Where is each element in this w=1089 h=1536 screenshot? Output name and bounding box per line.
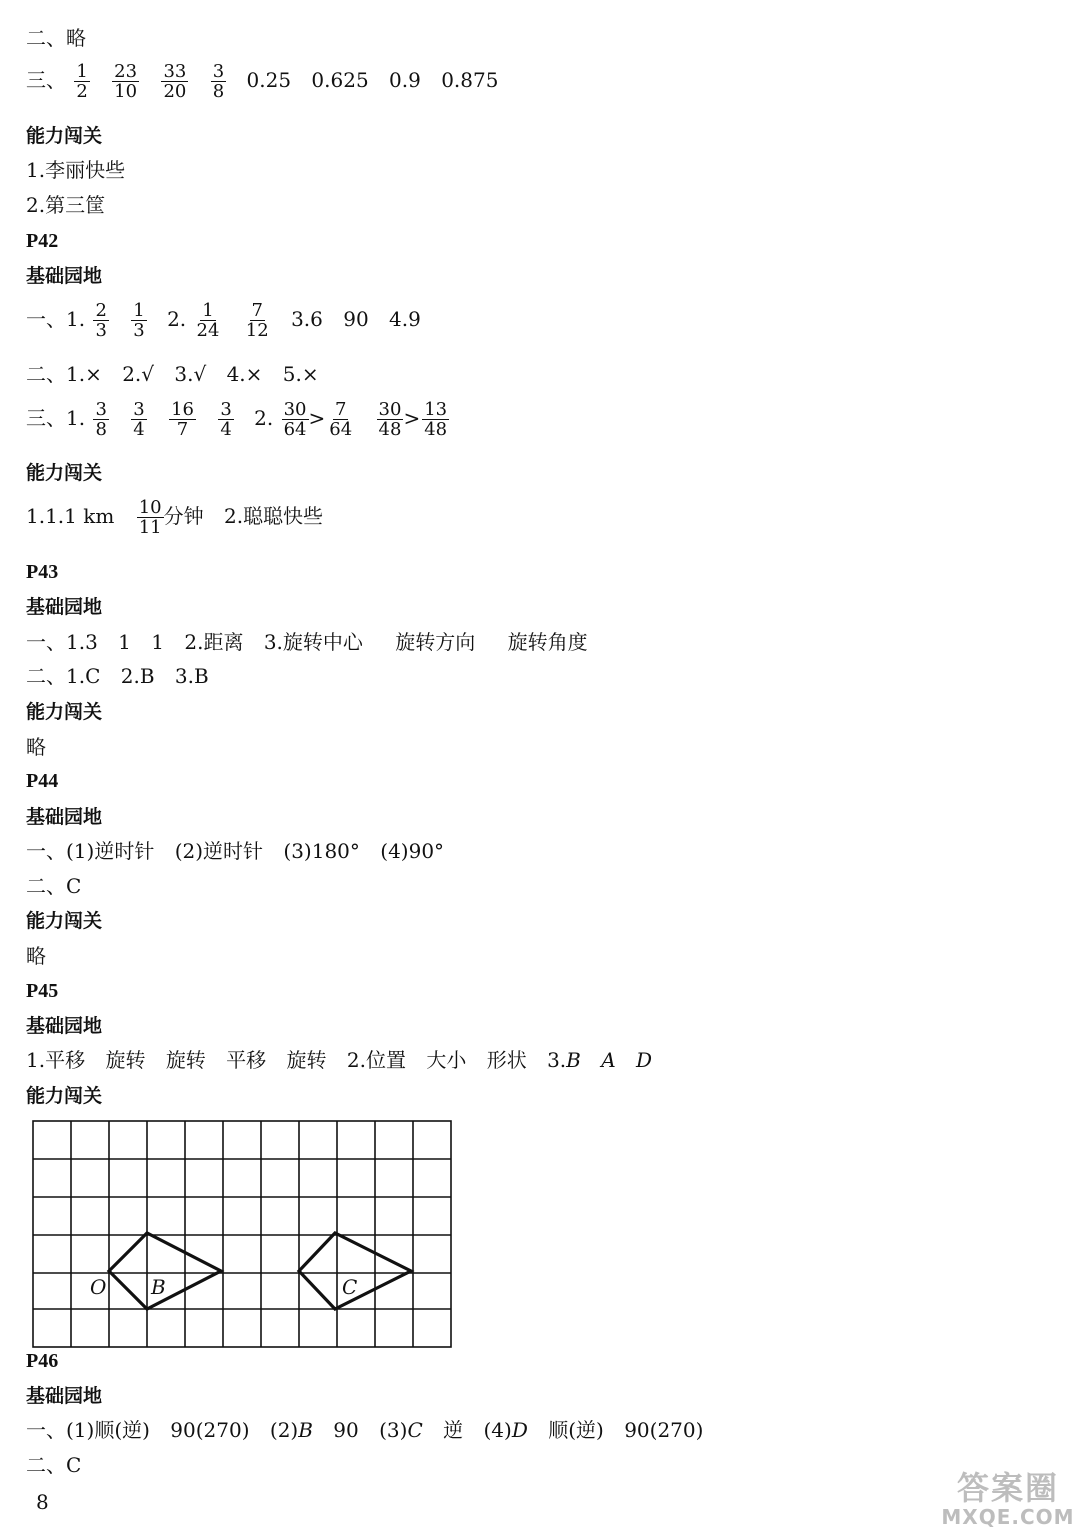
answer-line: 略: [26, 735, 46, 759]
fraction: $\frac{13}{48}$: [424, 399, 448, 440]
section-heading: 基础园地: [26, 596, 103, 618]
grid-lines: [33, 1121, 451, 1347]
fraction: $\frac{10}{11}$: [138, 497, 162, 538]
page-heading: P46: [26, 1350, 59, 1372]
fraction: $\frac{1}{2}$: [76, 61, 88, 102]
label-o: O: [90, 1275, 107, 1299]
fraction: $\frac{30}{64}$: [283, 399, 307, 440]
answer-line: 1.1.1 km $\frac{10}{11}$ 分钟 2.聪聪快些: [26, 497, 324, 538]
answer-line: 三、 $\frac{1}{2}$ $\frac{23}{10}$ $\frac{33}{20}$ $\frac{3}{8}$ 0.25 0.625 0.9 0.875: [26, 61, 499, 102]
page-heading: P43: [26, 561, 59, 583]
answer-line: 1.平移 旋转 旋转 平移 旋转 2.位置 大小 形状 3.B A D: [26, 1048, 653, 1072]
answer-line: 二、C: [26, 1453, 82, 1477]
answer-line: 一、(1)顺(逆) 90(270) (2)B 90 (3)C 逆 (4)D 顺(逆) 90(270): [26, 1418, 704, 1442]
watermark: [933, 1470, 1083, 1532]
fraction: $\frac{30}{48}$: [378, 399, 402, 440]
fraction: $\frac{7}{12}$: [245, 300, 269, 341]
fraction: $\frac{3}{8}$: [212, 61, 225, 102]
section-heading: 能力闯关: [26, 125, 103, 147]
label-c: C: [342, 1275, 358, 1299]
answer-line: 略: [26, 944, 46, 968]
answer-line: 二、略: [26, 26, 86, 50]
page-heading: P44: [26, 770, 59, 792]
section-heading: 基础园地: [26, 265, 103, 287]
section-heading: 能力闯关: [26, 462, 103, 484]
page-number: 8: [36, 1490, 49, 1514]
section-heading: 基础园地: [26, 806, 103, 828]
answer-line: 一、(1)逆时针 (2)逆时针 (3)180° (4)90°: [26, 839, 445, 863]
page-heading: P45: [26, 980, 59, 1002]
section-heading: 基础园地: [26, 1385, 103, 1407]
answer-line: 二、1.C 2.B 3.B: [26, 664, 209, 688]
fraction: $\frac{1}{24}$: [196, 300, 220, 341]
section-heading: 基础园地: [26, 1015, 103, 1037]
watermark-line1: 答案圈: [956, 1469, 1059, 1507]
fraction: $\frac{3}{4}$: [220, 399, 232, 440]
watermark-line2: MXQE.COM: [941, 1505, 1075, 1529]
answer-line: 三、1. $\frac{3}{8}$ $\frac{3}{4}$ $\frac{16}{7}$ $\frac{3}{4}$ 2. $\frac{30}{64}$ > $\frac{7}{64}$ $\frac{30}{48}$ > $\frac{13}{48}$: [26, 399, 448, 440]
fraction: $\frac{23}{10}$: [114, 61, 138, 102]
fraction: $\frac{3}{8}$: [95, 399, 107, 440]
fraction: $\frac{3}{4}$: [133, 399, 145, 440]
section-heading: 能力闯关: [26, 1085, 103, 1107]
answer-line: 2.第三筐: [26, 193, 106, 217]
answer-line: 二、1.× 2.√ 3.√ 4.× 5.×: [26, 362, 319, 386]
section-heading: 能力闯关: [26, 701, 103, 723]
answer-line: 1.李丽快些: [26, 158, 126, 182]
fraction: $\frac{7}{64}$: [329, 399, 353, 440]
label-b: B: [151, 1275, 166, 1299]
fraction: $\frac{33}{20}$: [163, 61, 187, 102]
answer-line: 二、C: [26, 874, 82, 898]
section-heading: 能力闯关: [26, 910, 103, 932]
answer-line: 一、1. $\frac{2}{3}$ $\frac{1}{3}$ 2. $\frac{1}{24}$ $\frac{7}{12}$ 3.6 90 4.9: [26, 300, 421, 341]
fraction: $\frac{2}{3}$: [95, 300, 107, 341]
page-heading: P42: [26, 230, 59, 252]
grid-svg: [32, 1120, 452, 1348]
fraction: $\frac{16}{7}$: [171, 399, 194, 440]
fraction: $\frac{1}{3}$: [133, 300, 145, 341]
rotation-grid-figure: [32, 1120, 452, 1352]
answer-line: 一、1.3 1 1 2.距离 3.旋转中心 旋转方向 旋转角度: [26, 630, 588, 654]
